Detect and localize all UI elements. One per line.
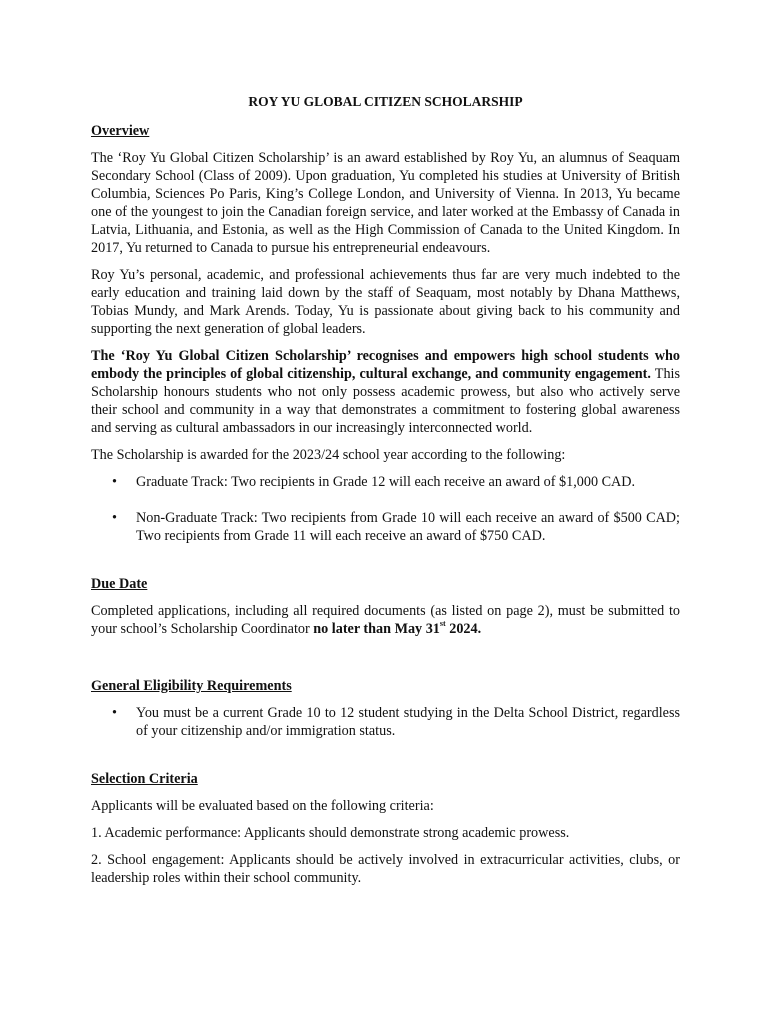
deadline-ordinal: st <box>439 619 446 629</box>
deadline-year: 2024. <box>445 621 482 637</box>
criterion-academic-performance: 1. Academic performance: Applicants should demonstrate strong academic prowess. <box>91 825 570 841</box>
due-date-deadline <box>313 621 481 637</box>
eligibility-heading: General Eligibility Requirements <box>91 678 292 694</box>
document-title: ROY YU GLOBAL CITIZEN SCHOLARSHIP <box>248 94 523 109</box>
eligibility-list <box>91 704 680 740</box>
overview-paragraph-2: Roy Yu’s personal, academic, and professional achievements thus far are very much indebted to the early education and training laid down by the staff of Seaquam, most notably by Dhana Matthews, Tobias Mundy, and Mark Arends. Today, Yu is passionate about giving back to his community and supporting the next generation of global leaders. <box>91 267 680 337</box>
document-page <box>91 93 680 896</box>
non-graduate-track-text: Non-Graduate Track: Two recipients from Grade 10 will each receive an award of $500 CAD; Two recipients from Grade 11 will each receive an award of $750 CAD. <box>136 510 680 544</box>
criterion-school-engagement: 2. School engagement: Applicants should be actively involved in extracurricular activities, clubs, or leadership roles within their school community. <box>91 852 680 886</box>
overview-heading: Overview <box>91 123 150 139</box>
bullet-icon: • <box>112 510 117 526</box>
graduate-track-text: Graduate Track: Two recipients in Grade 12 will each receive an award of $1,000 CAD. <box>136 474 636 490</box>
award-tracks-list <box>91 473 680 545</box>
scholarship-description: This Scholarship honours students who not only possess academic prowess, but also who actively serve their school and community in a way that demonstrates a commitment to fostering global awareness and serving as cultural ambassadors in our increasingly interconnected world. <box>91 366 680 436</box>
bullet-icon: • <box>112 474 117 490</box>
list-item <box>91 509 680 545</box>
selection-intro: Applicants will be evaluated based on the following criteria: <box>91 798 434 814</box>
selection-heading: Selection Criteria <box>91 771 198 787</box>
scholarship-mission-statement: The ‘Roy Yu Global Citizen Scholarship’ recognises and empowers high school students who embody the principles of global citizenship, cultural exchange, and community engagement. <box>91 348 680 382</box>
overview-paragraph-3 <box>91 347 680 437</box>
list-item <box>91 473 680 491</box>
deadline-text: no later than May 31 <box>313 621 440 637</box>
due-date-paragraph <box>91 602 680 638</box>
due-date-heading: Due Date <box>91 576 148 592</box>
overview-paragraph-4: The Scholarship is awarded for the 2023/24 school year according to the following: <box>91 447 566 463</box>
bullet-icon: • <box>112 705 117 721</box>
list-item <box>91 704 680 740</box>
overview-paragraph-1: The ‘Roy Yu Global Citizen Scholarship’ is an award established by Roy Yu, an alumnus of Seaquam Secondary School (Class of 2009). Upon graduation, Yu completed his studies at University of British Columbia, Sciences Po Paris, King’s College London, and University of Vienna. In 2013, Yu became one of the youngest to join the Canadian foreign service, and later worked at the Embassy of Canada in Latvia, Lithuania, and Estonia, as well as the High Commission of Canada to the United Kingdom. In 2017, Yu returned to Canada to pursue his entrepreneurial endeavours. <box>91 150 680 256</box>
due-date-text: Completed applications, including all required documents (as listed on page 2), must be submitted to your school’s Scholarship Coordinator <box>91 603 680 637</box>
eligibility-item-text: You must be a current Grade 10 to 12 student studying in the Delta School District, regardless of your citizenship and/or immigration status. <box>136 705 680 739</box>
